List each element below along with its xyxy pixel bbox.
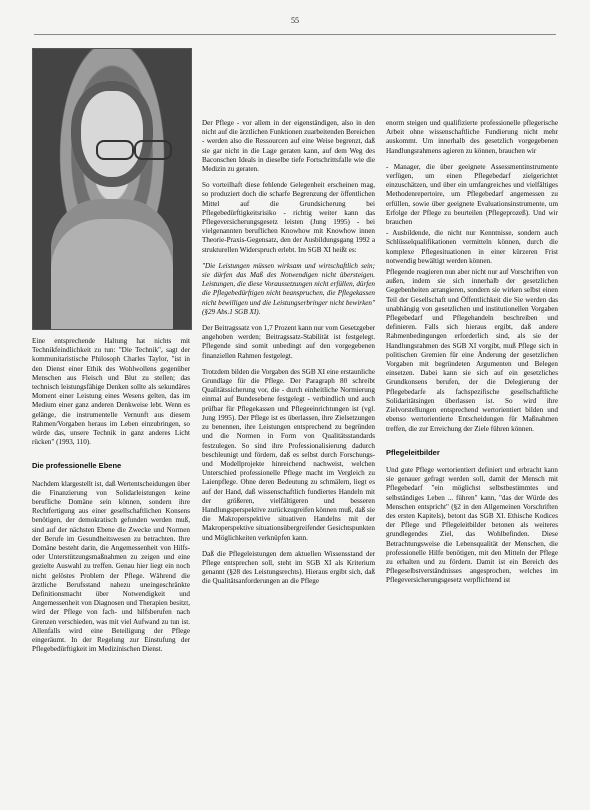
portrait-photo [32,48,192,330]
glasses-left-icon [96,140,134,160]
column-middle [202,119,375,594]
column-left [32,337,190,662]
paragraph: Der Pflege - vor allem in der eigenständigen, also in den nicht auf die ärztlichen Funktionen zuarbeitenden Bereichen - werden also die Ressourcen auf eine Weise begrenzt, daß sie gar nicht in die Lage geraten kann, auf dem Weg des Baconschen Ideals in dieselbe tiefe Fortschrittsfalle wie die Medizin zu geraten. [202,119,375,174]
paragraph: Daß die Pflegeleistungen dem aktuellen Wissensstand der Pflege entsprechen soll, steht im SGB XI als Kriterium genannt (§28 des Leistungsrechts). Hieraus ergibt sich, daß die Qualitätsanforderungen an die Pflege [202,549,375,586]
paragraph: So vorteilhaft diese fehlende Gelegenheit erscheinen mag, so produziert doch die scharfe Begrenzung der öffentlichen Mittel auf die Grundsicherung bei Pflegebedürftigkeitsrisiko - richtig weiter kann das Pflegeversicherungsgesetz leisten (Jung 1995) - bei vielgenannten beruflichen Knowhow mit Knowhow innen Theorie-Praxis-Gegensatz, den der Ausbildungsgang 1992 a strukturellen Widerspruch erlebt. Im SGB XI heißt es: [202,181,375,254]
page-number: 55 [291,16,299,25]
section-heading: Die professionelle Ebene [32,461,122,471]
law-quote: "Die Leistungen müssen wirksam und wirtschaftlich sein; sie dürfen das Maß des Notwendigen nicht übersteigen. Leistungen, die diese Voraussetzungen nicht erfüllen, dürfen die Pflegebedürftigen nicht beanspruchen, die Pflegekassen nicht bewilligen und die Leistungserbringer nicht bewirken" (§29 Abs.1 SGB XI). [202,261,375,316]
paragraph: Pflegende reagieren nun aber nicht nur auf Vorschriften von außen, indem sie sich innerhalb der gesetzlichen Gegebenheiten arrangieren, sondern sie wirken selbst einen Teil der Gesellschaft und Öffentlichkeit die Sie werden das unabhängig von gesetzlichen und institutionellen Vorgaben Pflegebedarf und Pflegehandeln beschreiben und definieren. Falls sich hieraus ergibt, daß andere Rahmenbedingungen erforderlich sind, als sie der Handlungsrahmen des SGB XI vorgibt, muß Pflege sich in politischen Gremien für eine Änderung der gesetzlichen Vorgaben mit begründeten Argumenten und Belegen einsetzen. Dabei kann sie sich auf ein gesetzliches Grundkonsens berufen, der die Delegierung der Pflegebedarfe als fachspezifische gesellschaftliche Solidaritätsingen überlassen ist. So wird ihre Zielvorstellungen entsprechend wertorientiert bilden und ebenso wertorientierte Entscheidungen für Maßnahmen treffen, die zur Erreichung der Ziele führen können. [386,268,558,433]
paragraph: Eine entsprechende Haltung hat nichts mit Technikfeindlichkeit zu tun: "Die Technik", sagt der kommunitaristische Philosoph Charles Taylor, "ist in den Dienst einer Ethik des Wohlwollens gegenüber Menschen aus Fleisch und Blut zu stellen; das technisch leistungsfähige Denken sollte als sekundäres Moment einer Leistung eines Wesens gelten, das im Medium einer ganz anderen Denkweise lebt. Wenn es gelänge, die instrumentelle Vernunft aus diesem Rahmen/Vorgaben heraus im Leben einzubringen, so würde das, unsere Technik in ganz anderes Licht rücken" (1993, 110). [32,337,190,447]
section-heading: Pflegeleitbilder [386,447,440,457]
paragraph: Trotzdem bilden die Vorgaben des SGB XI eine erstaunliche Grundlage für die Pflege. Der Paragraph 80 schreibt Qualitätssicherung vor, die - durch einheitliche Normierung einmal auf Bundesebene festgelegt - verbindlich und auch prüfbar für Pflegekassen und Pflegeeinrichtungen ist (vgl. Jung 1995). Der Pflege ist es überlassen, ihre Zielsetzungen zu benennen, ihre Leistungen entsprechend zu begründen und die Normen in Form von Qualitätsstandards festzulegen. So sind ihre Professionalisierung dadurch beschleunigt und fördern, daß es selbst durch Forschungs- und Modellprojekte hinreichend nachweist, welchen Unterschied professionelle Pflege macht im Vergleich zu Laienpflege. Ohne deren Bedeutung zu schmälern, liegt es auf der Hand, daß wissenschaftlich fundiertes Handeln mit der größeren, vielfältigeren und besseren Handlungsperspektive zurückzugreifen können muß, daß sie die Makroperspektive situativen Handelns mit der Makroperspektive situationsübergreifender Gesichtspunkten und Möglichkeiten verknüpfen kann. [202,367,375,542]
paragraph: Nachdem klargestellt ist, daß Wertentscheidungen über die Finanzierung von Solidarleistungen keine berufliche Domäne sein können, sondern ihre Rechtfertigung aus einer gesellschaftlichen Konsens benötigen, der demokratisch gefunden werden muß, sind auf der nächsten Ebene die Zwecke und Normen der Berufe im Gesundheitswesen zu betrachten. Ihre Domäne besteht darin, die Angemessenheit von Hilfs- oder Unterstützungsmaßnahmen zu zeigen und eine gezielte Auswahl zu treffen. Genau hier liegt ein noch nicht gelöstes Problem der Pflege. Während die ärztliche Berufsstand nahezu uneingeschränkte Definitionsmacht über Notwendigkeit und Angemessenheit von Diagnosen und Therapien besitzt, wird der Pflege von fach- und hilfsberufen nach Grenzen verschieden, was mit viel Aufwand zu tun ist. Allenfalls wird eine Beteiligung der Pflege eingeräumt. In der Regelung zur Einstufung der Pflegebedürftigkeit im Medizinischen Dienst. [32,479,190,654]
list-item: - Manager, die über geeignete Assessmentinstrumente verfügen, um einen Pflegebedarf zielgerichtet einzuschätzen, und über ein umfangreiches und vielfältiges Methodenrepertoire, um Pflegebedarf angemessen zu erfüllen, sowie über geeignete Evaluationsinstrumente, um Erfolge der Pflege zu beurteilen (Pflegeprozeß). Und wir brauchen [386,162,558,227]
paragraph: Und gute Pflege wertorientiert definiert und erbracht kann sie genauer gefragt werden soll, damit der Mensch mit Pflegebedarf "ein möglichst selbstbestimmtes und selbständiges Leben ... führen" kann, "das der Würde des Menschen entspricht" (§2 in den Allgemeinen Vorschriften des ersten Kapitels), betont das SGB XI. Ethische Kodices der Pflege und Pflegeleitbilder betonen als weiteres grundlegendes Ziel, das Wohlbefinden. Diese Betrachtungsweise die Lebensqualität der Menschen, die professionelle Hilfe benötigen, mit den Mitteln der Pflege zu erhalten und zu fördern. Damit ist ein Bereich des Pflegeselbstverständnisses angesprochen, welches im Pflegeversicherungsgesetz verpflichtend ist [386,465,558,585]
column-right [386,119,558,593]
paragraph: enorm steigen und qualifizierte professionelle pflegerische Arbeit ohne wissenschaftliche Fundierung nicht mehr auskommt. Um innerhalb des gesetzlich vorgegebenen Handlungsrahmens agieren zu können, brauchen wir [386,119,558,155]
list-item: - Ausbildende, die nicht nur Kenntnisse, sondern auch Schlüsselqualifikationen vermitteln können, durch die komplexe Pflegesituationen in einer kürzeren Frist notwendig bewältigt werden können. [386,229,558,265]
paragraph: Der Beitragssatz von 1,7 Prozent kann nur vom Gesetzgeber angehoben werden; Beitragssatz-Stabilität ist festgelegt. Pflegende sind somit unbedingt auf den vorgegebenen finanziellen Rahmen festgelegt. [202,324,375,360]
top-rule [34,34,556,35]
glasses-right-icon [134,140,172,160]
